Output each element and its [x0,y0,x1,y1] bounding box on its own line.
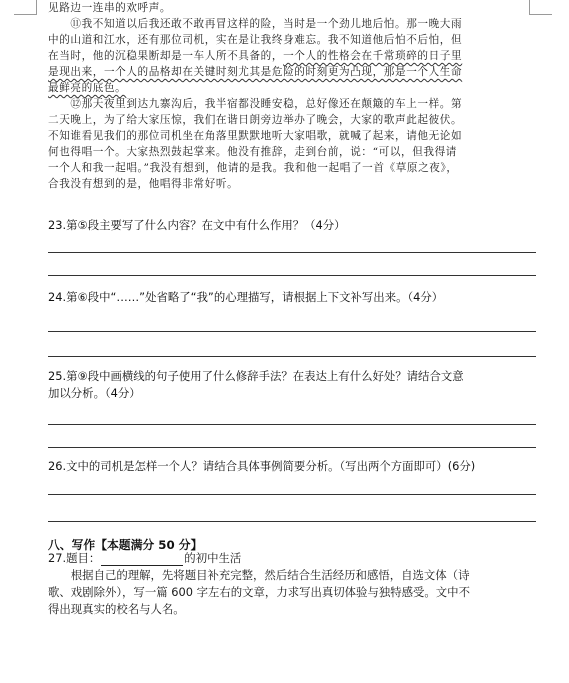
answer-line-q25-2[interactable] [48,447,536,448]
question-26: 26.文中的司机是怎样一个人？请结合具体事例简要分析。（写出两个方面即可）(6分) [48,459,476,473]
passage-line: ⑪我不知道以后我还敢不敢再冒这样的险，当时是一个劲儿地后怕。那一晚大雨 [48,18,463,30]
passage-line [48,64,536,80]
answer-line-q25-1[interactable] [48,424,536,425]
answer-line-q23-1[interactable] [48,252,536,253]
answer-line-q23-2[interactable] [48,275,536,276]
question-27-suffix: 的初中生活 [184,551,242,565]
answer-line-q24-1[interactable] [48,331,536,332]
writing-section-title: 八、写作【本题满分 50 分】 [48,538,203,552]
page-corner-mark-left [14,0,37,15]
passage-line: 一个人和我一起唱。”我没有想到，他请的是我。我和他一起唱了一首《草原之夜》， [48,162,458,174]
wavy-underlined-sentence: 最鲜亮的底色。 [48,82,127,94]
question-24: 24.第⑥段中“……”处省略了“我”的心理描写，请根据上下文补写出来。（4分） [48,290,444,304]
question-23: 23.第⑤段主要写了什么内容？在文中有什么作用？（4分） [48,218,346,232]
passage-line [48,80,536,96]
answer-line-q26-2[interactable] [48,521,536,522]
writing-requirement-line-2: 歌、戏剧除外），写一篇 600 字左右的文章，力求写出真切体验与独特感受。文中不 [48,585,470,599]
question-25-line-2: 加以分析。（4分） [48,386,141,400]
passage-line: 合我没有想到的是，他唱得非常好听。 [48,178,239,190]
writing-requirement-line-3: 得出现真实的校名与人名。 [48,602,185,616]
passage-text: 在当时，他的沉稳果断却是一车人所不具备的， [48,50,284,62]
passage-line: 二天晚上，为了给大家压惊，我们在谐日朗旁边举办了晚会，大家的歌声此起彼伏。 [48,114,463,126]
question-27-title [48,551,241,566]
passage-line [48,48,536,64]
answer-line-q26-1[interactable] [48,494,536,495]
passage-line: 何也得唱一个。大家热烈鼓起掌来。他没有推辞，走到台前，说：“可以，但我得请 [48,146,457,158]
question-27-prefix: 27.题目： [48,551,101,565]
answer-line-q24-2[interactable] [48,356,536,357]
question-25-line-1: 25.第⑨段中画横线的句子使用了什么修辞手法？在表达上有什么好处？请结合文意 [48,369,464,383]
passage-line: 见路边一连串的欢呼声。 [48,2,172,14]
wavy-underlined-sentence: 是现出来，一个人的品格却在关键时刻尤其是危险的时刻更为凸现，那是一个人生命 [48,66,463,78]
passage-line: 不知谁看见我们的那位司机坐在角落里默默地听大家唱歌，就喊了起来，请他无论如 [48,130,463,142]
wavy-underlined-sentence: 一个人的性格会在千常琐碎的日子里 [283,50,463,62]
reading-passage [48,0,536,192]
passage-line: ⑫那天夜里到达九寨沟后，我半宿都没睡安稳，总好像还在颠簸的车上一样。第 [48,98,463,110]
passage-line: 中的山道和江水，还有那位司机，实在是让我终身难忘。我不知道他后怕不后怕，但 [48,34,463,46]
writing-requirement-line-1: 根据自己的理解，先将题目补充完整，然后结合生活经历和感悟，自选文体（诗 [48,568,470,582]
title-blank-field[interactable] [101,553,183,566]
